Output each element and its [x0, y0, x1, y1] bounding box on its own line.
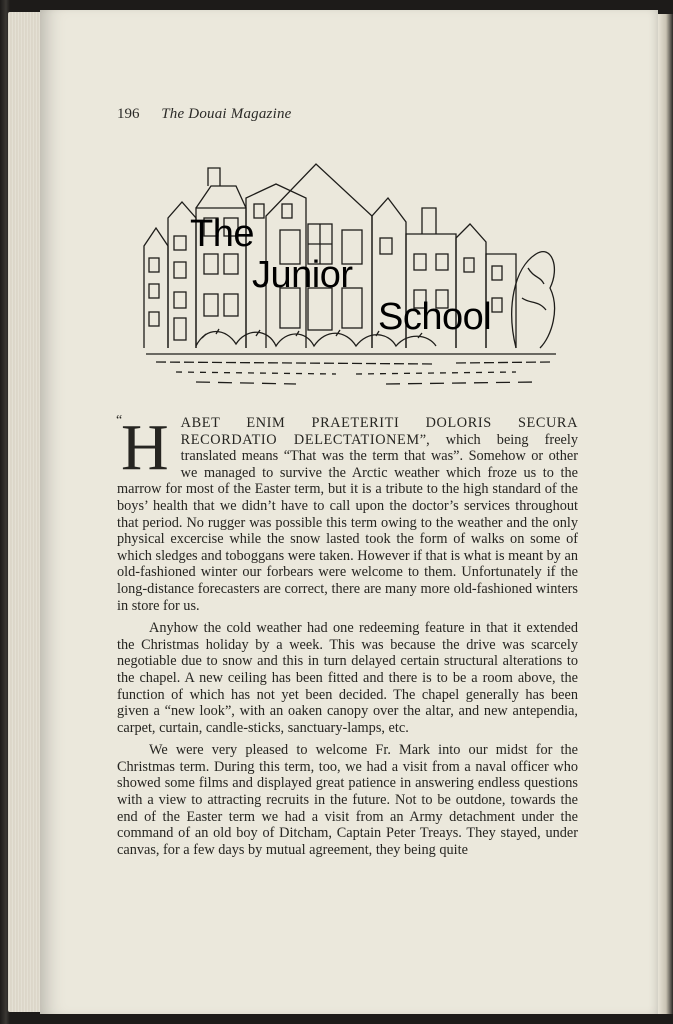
illustration-title-line1: The — [190, 213, 254, 255]
illustration-title-line2: Junior — [252, 254, 353, 296]
drop-cap: H — [121, 411, 169, 484]
illustration-title-line3: School — [378, 296, 492, 338]
paragraph-1 — [116, 411, 579, 614]
page-edges-right — [658, 14, 673, 1014]
page-number: 196 — [117, 106, 140, 122]
magazine-title: The Douai Magazine — [161, 106, 292, 122]
latin-quotation: ABET ENIM PRAETERITI DOLORIS SECURA RECORDATIO DELECTATIONEM — [180, 415, 578, 448]
paragraph-2: Anyhow the cold weather had one redeeming feature in that it extended the Christmas holiday by a week. This was because the drive was scarcely negotiable due to snow and this in turn delayed certain structural alterations to the chapel. A new ceiling has been fitted and there is to be a room above, the function of which has not yet been decided. The chapel generally has been given a “new look”, with an oaken canopy over the altar, and new antependia, carpet, curtain, candle-sticks, sanctuary-lamps, etc. — [117, 620, 578, 736]
article-body — [116, 411, 579, 864]
paragraph-3: We were very pleased to welcome Fr. Mark into our midst for the Christmas term. During this term, too, we had a visit from a naval officer who showed some films and displayed great patience in answering endless questions with a view to attracting recruits in the future. Not to be outdone, towards the end of the Easter term we had a visit from an Army detachment under the command of an old boy of Ditcham, Captain Peter Treays. They stayed, under canvas, for a few days by mutual agreement, they being quite — [117, 742, 578, 858]
paragraph-1-text: ”, which being freely translated means “That was the term that was”. Somehow or other we managed to survive the Arctic weather which froze us to the marrow for most of the Easter term, but it is a tribute to the high standard of the boys’ health that we didn’t have to call upon the doctor’s services throughout that period. No rugger was possible this term owing to the weather and the only physical excercise while the snow lasted took the form of walks on some of which sledges and toboggans were taken. However if that is what is meant by an old-fashioned winter our forbears were welcome to them. Unfortunately if the long-distance forecasters are correct, there are many more old-fashioned winters in store for us. — [117, 431, 579, 614]
opening-quote: “ — [116, 413, 123, 428]
running-header — [117, 106, 292, 123]
